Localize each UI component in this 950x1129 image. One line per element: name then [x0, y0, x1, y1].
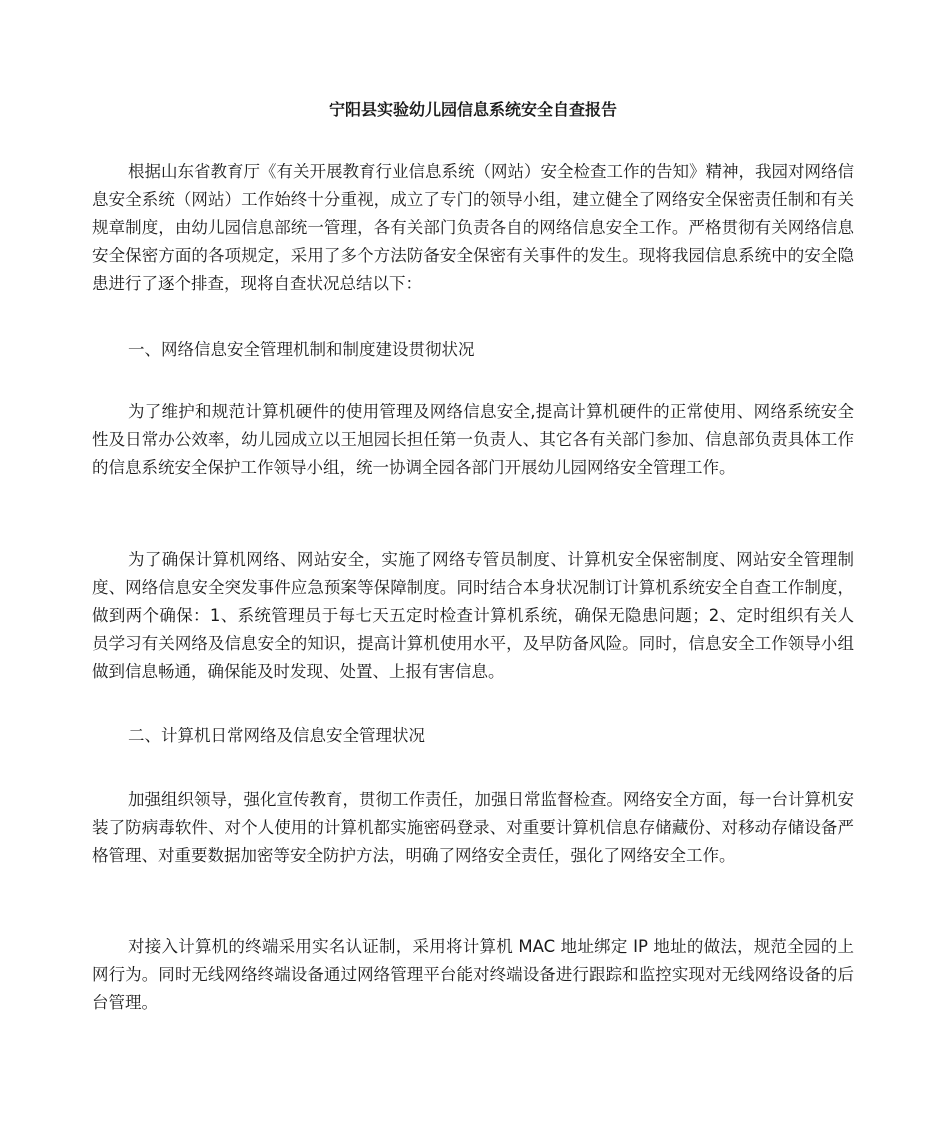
body-paragraph-5: 对接入计算机的终端采用实名认证制，采用将计算机 MAC 地址绑定 IP 地址的做法，规范全园的上网行为。同时无线网络终端设备通过网络管理平台能对终端设备进行跟踪和监控实现对无线网络设备的后台管理。 — [92, 937, 854, 1012]
body-paragraph-2: 为了维护和规范计算机硬件的使用管理及网络信息安全,提高计算机硬件的正常使用、网络系统安全性及日常办公效率，幼儿园成立以王旭园长担任第一负责人、其它各有关部门参加、信息部负责具体工作的信息系统安全保护工作领导小组，统一协调全园各部门开展幼儿园网络安全管理工作。 — [92, 402, 854, 477]
intro-paragraph: 根据山东省教育厅《有关开展教育行业信息系统（网站）安全检查工作的告知》精神，我园对网络信息安全系统（网站）工作始终十分重视，成立了专门的领导小组，建立健全了网络安全保密责任制和有关规章制度，由幼儿园信息部统一管理，各有关部门负责各自的网络信息安全工作。严格贯彻有关网络信息安全保密方面的各项规定，采用了多个方法防备安全保密有关事件的发生。现将我园信息系统中的安全隐患进行了逐个排查，现将自查状况总结以下： — [92, 162, 854, 293]
body-paragraph-4: 加强组织领导，强化宣传教育，贯彻工作责任，加强日常监督检查。网络安全方面，每一台计算机安装了防病毒软件、对个人使用的计算机都实施密码登录、对重要计算机信息存储藏份、对移动存储设备严格管理、对重要数据加密等安全防护方法，明确了网络安全责任，强化了网络安全工作。 — [92, 790, 854, 865]
body-paragraph-3: 为了确保计算机网络、网站安全，实施了网络专管员制度、计算机安全保密制度、网站安全管理制度、网络信息安全突发事件应急预案等保障制度。同时结合本身状况制订计算机系统安全自查工作制度，做到两个确保：1、系统管理员于每七天五定时检查计算机系统，确保无隐患问题；2、定时组织有关人员学习有关网络及信息安全的知识，提高计算机使用水平，及早防备风险。同时，信息安全工作领导小组做到信息畅通，确保能及时发现、处置、上报有害信息。 — [92, 550, 854, 681]
document-title: 宁阳县实验幼儿园信息系统安全自查报告 — [328, 100, 617, 119]
section-heading-2: 二、计算机日常网络及信息安全管理状况 — [128, 726, 425, 745]
section-heading-1: 一、网络信息安全管理机制和制度建设贯彻状况 — [128, 340, 475, 359]
